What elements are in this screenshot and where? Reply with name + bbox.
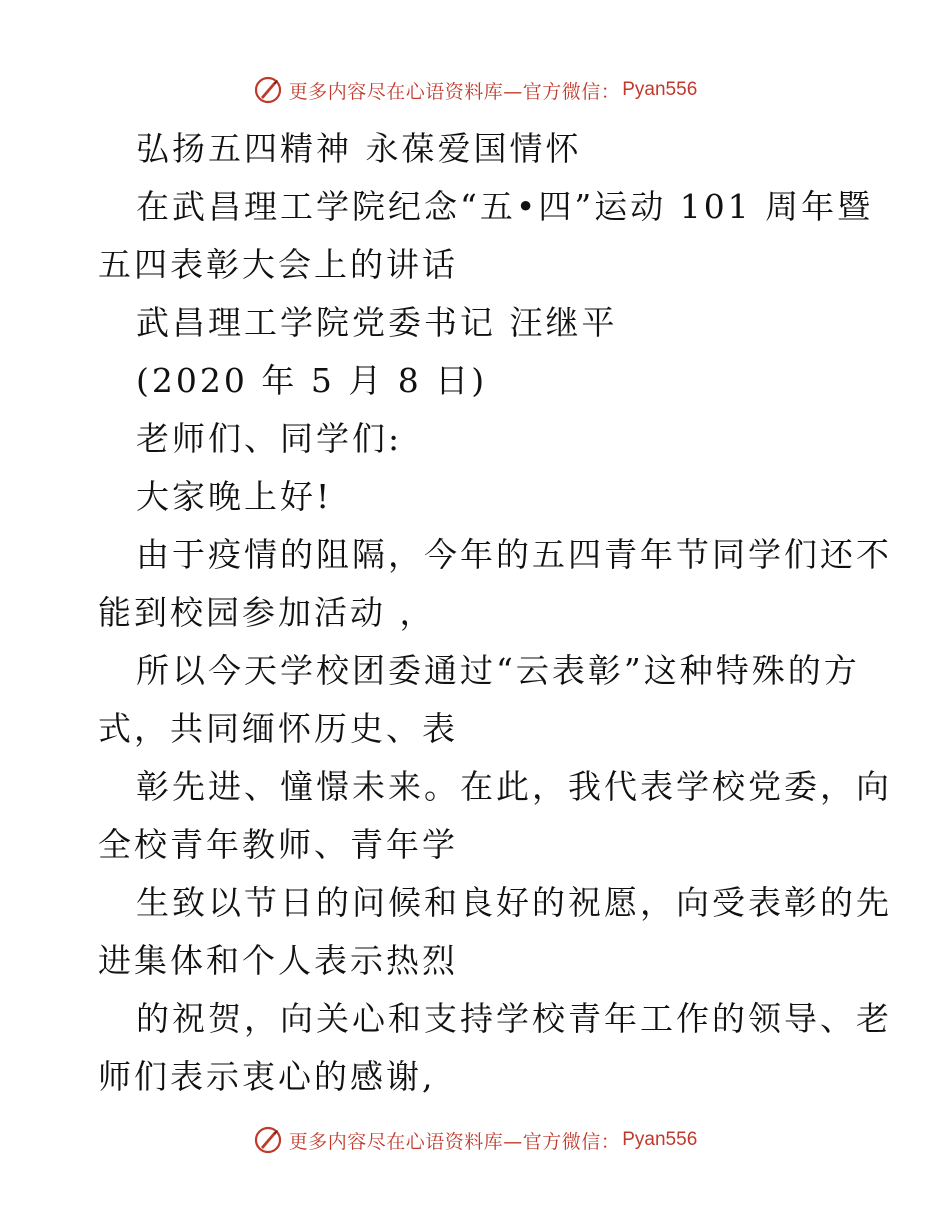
watermark-footer: [0, 1120, 950, 1160]
body-line: 式，共同缅怀历史、表: [98, 709, 458, 748]
watermark-text: 更多内容尽在心语资料库—官方微信：: [288, 80, 621, 103]
body-line: 师们表示衷心的感谢,: [98, 1057, 436, 1096]
body-line: 彰先进、憧憬未来。在此，我代表学校党委，向: [136, 767, 892, 806]
doc-salutation: 老师们、同学们:: [136, 419, 403, 458]
document-body: [98, 120, 892, 1106]
body-line: 所以今天学校团委通过“云表彰”这种特殊的方: [136, 651, 860, 690]
watermark-header: [0, 70, 950, 110]
doc-greeting: 大家晚上好!: [136, 477, 333, 516]
doc-subtitle-line-2: 五四表彰大会上的讲话: [98, 245, 458, 284]
doc-title: 弘扬五四精神 永葆爱国情怀: [136, 129, 582, 168]
watermark-wechat-id: Pyan556: [622, 79, 698, 100]
body-line: 生致以节日的问候和良好的祝愿，向受表彰的先: [136, 883, 892, 922]
watermark-wechat-id: Pyan556: [622, 1129, 698, 1150]
doc-subtitle-line-1: 在武昌理工学院纪念“五•四”运动 101 周年暨: [136, 187, 874, 226]
body-line: 进集体和个人表示热烈: [98, 941, 458, 980]
body-line: 的祝贺，向关心和支持学校青年工作的领导、老: [136, 999, 892, 1038]
body-line: 能到校园参加活动 ，: [98, 593, 436, 632]
watermark-text: 更多内容尽在心语资料库—官方微信：: [288, 1130, 621, 1153]
body-line: 全校青年教师、青年学: [98, 825, 458, 864]
doc-author: 武昌理工学院党委书记 汪继平: [136, 303, 618, 342]
quill-logo-icon: [253, 1125, 283, 1155]
doc-date: (2020 年 5 月 8 日): [136, 361, 488, 400]
body-line: 由于疫情的阻隔，今年的五四青年节同学们还不: [136, 535, 892, 574]
quill-logo-icon: [253, 75, 283, 105]
